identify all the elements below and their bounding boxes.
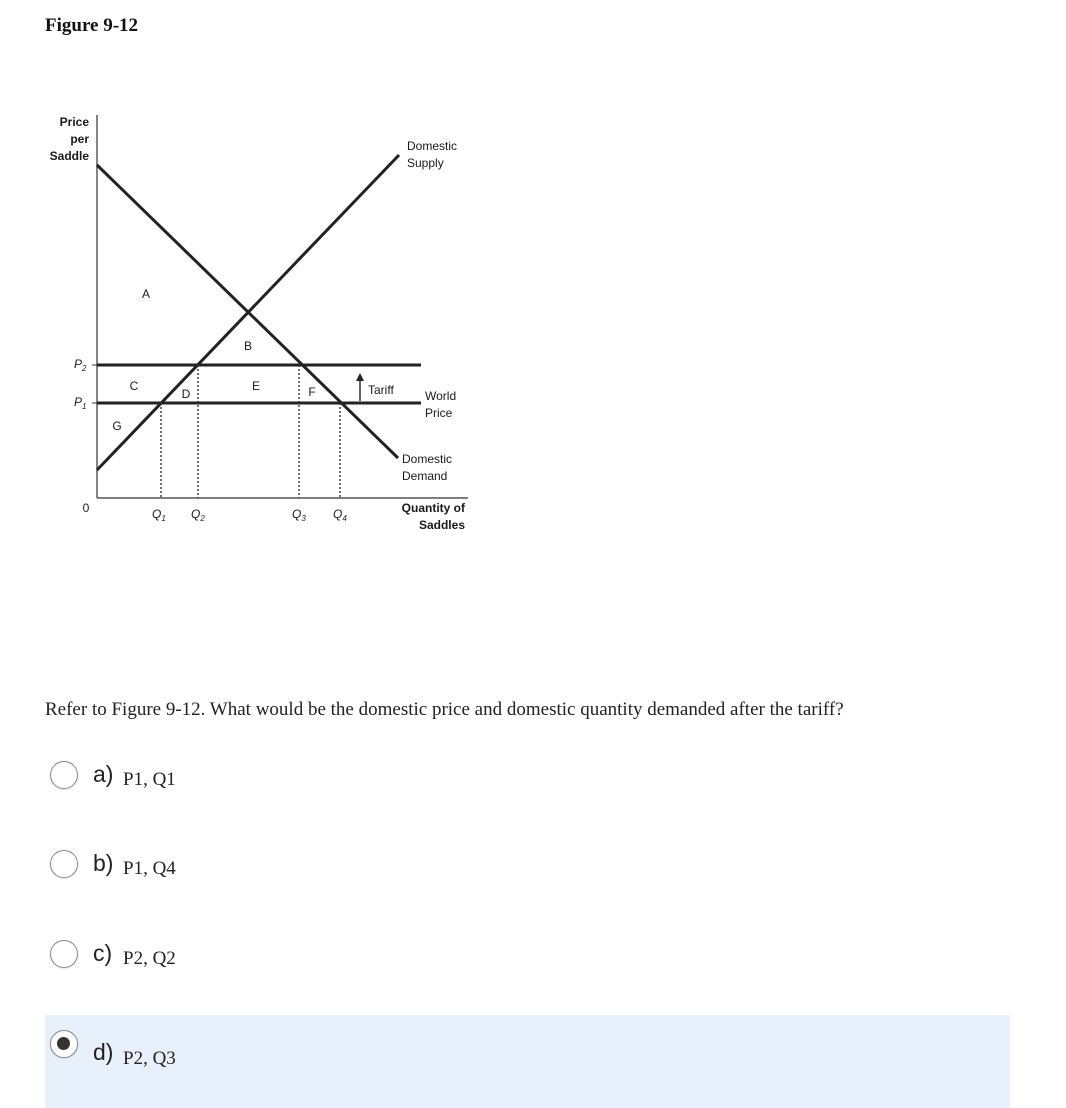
y-axis-label-line3: Saddle [49, 149, 89, 163]
option-b-letter: b) [93, 850, 114, 876]
x-axis-label-line2: Saddles [418, 518, 465, 532]
supply-label-line1: Domestic [407, 139, 458, 153]
option-b-text: P1, Q4 [123, 858, 176, 879]
option-a-letter: a) [93, 761, 114, 787]
q2-label: $Q_2$ [191, 507, 205, 523]
tariff-chart [0, 0, 520, 560]
q4-label: $Q_4$ [333, 507, 347, 523]
radio-button-c[interactable] [50, 940, 78, 968]
option-c-letter: c) [93, 940, 113, 966]
area-label-g: G [112, 419, 122, 433]
area-label-d: D [181, 387, 191, 401]
world-price-label-line1: World [425, 389, 457, 403]
area-label-f: F [308, 385, 316, 399]
option-b[interactable] [45, 850, 1010, 940]
y-axis-label-line2: per [70, 132, 89, 146]
option-c-text: P2, Q2 [123, 948, 176, 969]
question-text: Refer to Figure 9-12. What would be the domestic price and domestic quantity demanded after the tariff? [45, 699, 844, 720]
figure-title: Figure 9-12 [45, 15, 139, 36]
world-price-label-line2: Price [425, 406, 453, 420]
p1-label: $P_1$ [74, 395, 87, 411]
radio-button-a[interactable] [50, 761, 78, 789]
radio-button-d[interactable] [50, 1030, 78, 1058]
q3-label: $Q_3$ [292, 507, 306, 523]
option-d-letter: d) [93, 1039, 114, 1065]
area-label-b: B [243, 339, 253, 353]
demand-label-line2: Demand [402, 469, 448, 483]
demand-label-line1: Domestic [402, 452, 453, 466]
domestic-demand-curve [97, 165, 398, 458]
area-label-e: E [251, 379, 261, 393]
supply-label-line2: Supply [407, 156, 444, 170]
tariff-arrow-head [356, 373, 364, 381]
y-axis-label-line1: Price [59, 115, 89, 129]
option-a-text: P1, Q1 [123, 769, 176, 790]
tariff-label: Tariff [368, 383, 394, 397]
origin-label: 0 [82, 501, 90, 515]
radio-button-b[interactable] [50, 850, 78, 878]
option-d-text: P2, Q3 [123, 1048, 176, 1069]
option-a[interactable] [45, 761, 1010, 851]
p2-label: $P_2$ [74, 357, 87, 373]
radio-selected-dot [57, 1037, 70, 1050]
x-axis-label-line1: Quantity of [401, 501, 465, 515]
q1-label: $Q_1$ [152, 507, 166, 523]
area-label-a: A [141, 287, 151, 301]
area-label-c: C [129, 379, 139, 393]
option-d[interactable] [45, 1015, 1010, 1108]
